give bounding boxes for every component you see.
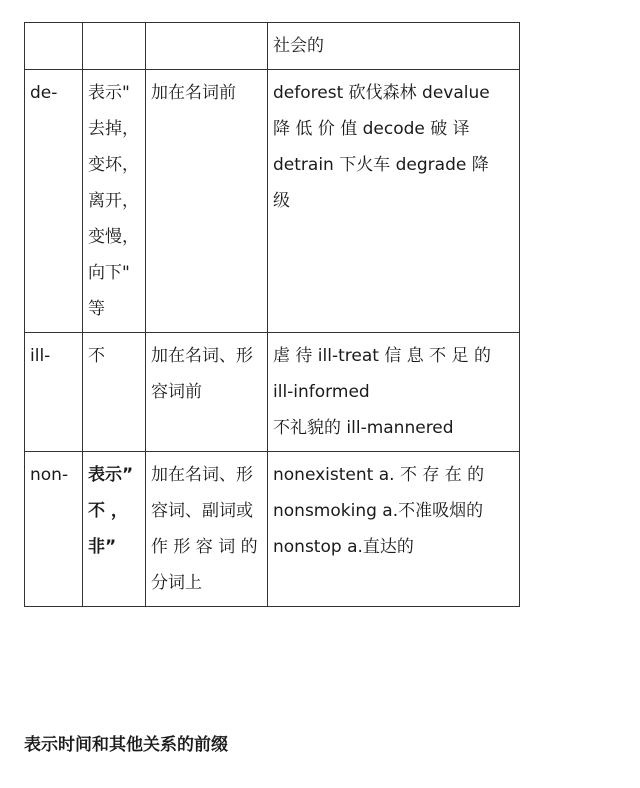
meaning-cell <box>83 333 146 452</box>
meaning-cell <box>83 452 146 607</box>
usage-cell <box>146 452 268 607</box>
examples-line: deforest 砍伐森林 devalue <box>273 83 490 103</box>
prefix-cell <box>25 23 83 70</box>
examples-line: nonstop a.直达的 <box>273 537 414 557</box>
prefix-cell <box>25 333 83 452</box>
examples-line: 级 <box>273 191 290 211</box>
meaning-cell <box>83 23 146 70</box>
table-row <box>25 452 520 607</box>
examples-line: detrain 下火车 degrade 降 <box>273 155 489 175</box>
examples-cell <box>268 452 520 607</box>
prefix-text: non- <box>30 465 69 485</box>
examples-line: ill-informed <box>273 382 370 402</box>
examples-cell <box>268 23 520 70</box>
meaning-line: 等 <box>88 299 105 319</box>
table-row <box>25 333 520 452</box>
table-row <box>25 70 520 333</box>
usage-cell <box>146 333 268 452</box>
examples-line: 社会的 <box>273 36 324 56</box>
meaning-line: 去掉， <box>88 119 139 139</box>
meaning-line: 离开， <box>88 191 139 211</box>
meaning-line: 不 ， <box>88 501 128 521</box>
meaning-line: 向下" <box>88 263 130 283</box>
usage-cell <box>146 23 268 70</box>
examples-line: 不礼貌的 ill-mannered <box>273 418 454 438</box>
prefix-cell <box>25 70 83 333</box>
usage-line: 作 形 容 词 的 <box>151 537 258 557</box>
examples-line: 虐 待 ill-treat 信 息 不 足 的 <box>273 346 491 366</box>
examples-cell <box>268 70 520 333</box>
meaning-line: 非” <box>88 537 117 557</box>
usage-line: 加在名词前 <box>151 83 236 103</box>
table-row <box>25 23 520 70</box>
prefix-text: ill- <box>30 346 51 366</box>
examples-cell <box>268 333 520 452</box>
meaning-line: 表示" <box>88 83 130 103</box>
examples-line: nonsmoking a.不准吸烟的 <box>273 501 484 521</box>
usage-line: 容词、副词或 <box>151 501 253 521</box>
usage-line: 分词上 <box>151 573 202 593</box>
examples-line: nonexistent a. 不 存 在 的 <box>273 465 485 485</box>
meaning-line: 变坏， <box>88 155 139 175</box>
table-body <box>25 23 520 607</box>
usage-line: 加在名词、形 <box>151 346 253 366</box>
meaning-line: 表示” <box>88 465 134 485</box>
examples-line: 降 低 价 值 decode 破 译 <box>273 119 470 139</box>
usage-line: 加在名词、形 <box>151 465 253 485</box>
usage-cell <box>146 70 268 333</box>
usage-line: 容词前 <box>151 382 202 402</box>
prefix-table <box>24 22 520 607</box>
section-heading: 表示时间和其他关系的前缀 <box>24 735 228 755</box>
meaning-cell <box>83 70 146 333</box>
meaning-line: 变慢， <box>88 227 139 247</box>
prefix-text: de- <box>30 83 58 103</box>
prefix-cell <box>25 452 83 607</box>
meaning-line: 不 <box>88 346 105 366</box>
